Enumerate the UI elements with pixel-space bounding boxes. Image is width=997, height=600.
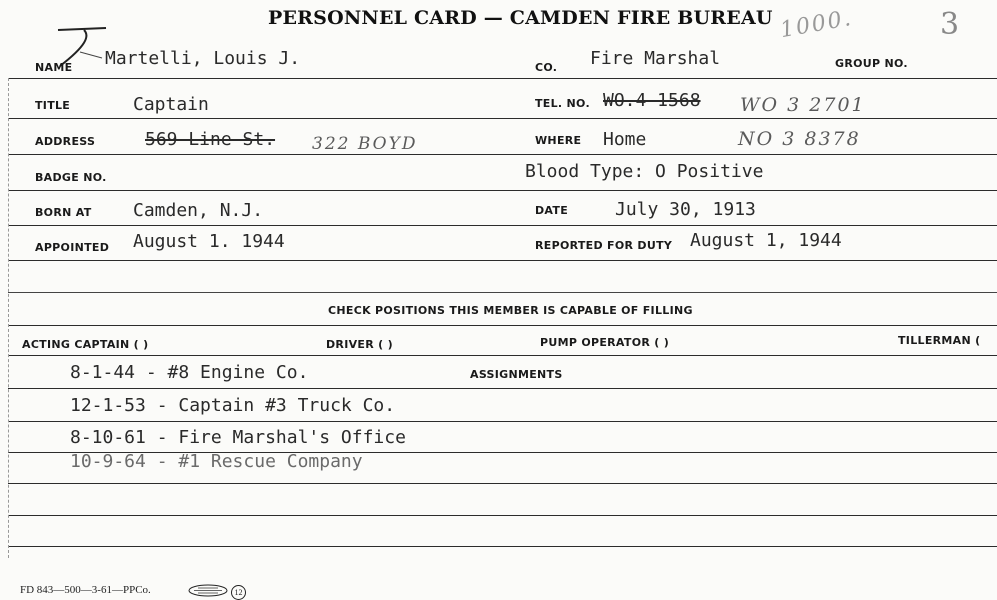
union-label-icon <box>188 584 228 597</box>
group-no-label: GROUP NO. <box>835 57 908 70</box>
driver-label: DRIVER ( ) <box>326 338 393 351</box>
footer-print-code: FD 843—500—3-61—PPCo. <box>20 584 151 596</box>
born-at-label: BORN AT <box>35 206 92 219</box>
tel-value-handwritten: WO 3 2701 <box>740 94 866 116</box>
rule-4 <box>8 190 997 191</box>
rule-3 <box>8 154 997 155</box>
name-label: NAME <box>35 61 73 74</box>
assignment-entry-3: 8-10-61 - Fire Marshal's Office <box>70 427 406 448</box>
tel-label: TEL. NO. <box>535 97 590 110</box>
rule-7 <box>8 292 997 293</box>
corner-number: 3 <box>940 7 962 42</box>
rule-15 <box>8 546 997 547</box>
badge-label: BADGE NO. <box>35 171 107 184</box>
where-value-handwritten: NO 3 8378 <box>738 128 861 150</box>
card-title: PERSONNEL CARD — CAMDEN FIRE BUREAU <box>268 7 773 29</box>
title-value: Captain <box>133 94 209 115</box>
born-at-value: Camden, N.J. <box>133 200 264 221</box>
where-label: WHERE <box>535 134 582 147</box>
blood-type: Blood Type: O Positive <box>525 161 764 182</box>
assignment-entry-2: 12-1-53 - Captain #3 Truck Co. <box>70 395 396 416</box>
rule-11 <box>8 421 997 422</box>
reported-value: August 1, 1944 <box>690 230 842 251</box>
address-label: ADDRESS <box>35 135 96 148</box>
positions-heading: CHECK POSITIONS THIS MEMBER IS CAPABLE OF FILLING <box>328 304 693 317</box>
co-label: CO. <box>535 61 558 74</box>
title-label: TITLE <box>35 99 71 112</box>
rule-12 <box>8 452 997 453</box>
date-label: DATE <box>535 204 569 217</box>
pump-operator-label: PUMP OPERATOR ( ) <box>540 336 670 349</box>
rule-6 <box>8 260 997 261</box>
rule-5 <box>8 225 997 226</box>
tel-value-struck: WO.4-1568 <box>603 90 701 111</box>
rule-1 <box>8 78 997 79</box>
rule-13 <box>8 483 997 484</box>
margin-line <box>8 78 9 558</box>
rule-8 <box>8 325 997 326</box>
reported-label: REPORTED FOR DUTY <box>535 239 673 252</box>
name-value: Martelli, Louis J. <box>105 48 301 69</box>
appointed-value: August 1. 1944 <box>133 231 285 252</box>
assignments-label: ASSIGNMENTS <box>470 368 563 381</box>
corner-handwriting: 1000. <box>778 5 855 44</box>
acting-captain-label: ACTING CAPTAIN ( ) <box>22 338 149 351</box>
rule-14 <box>8 515 997 516</box>
rule-9 <box>8 355 997 356</box>
address-value-struck: 569 Line St. <box>145 129 276 150</box>
address-value-handwritten: 322 BOYD <box>312 134 418 154</box>
co-value: Fire Marshal <box>590 48 721 69</box>
footer-union-number: 12 <box>231 585 246 600</box>
appointed-label: APPOINTED <box>35 241 110 254</box>
where-value: Home <box>603 129 647 150</box>
tillerman-label: TILLERMAN ( <box>898 334 981 347</box>
assignment-entry-4: 10-9-64 - #1 Rescue Company <box>70 451 363 472</box>
assignment-entry-1: 8-1-44 - #8 Engine Co. <box>70 362 309 383</box>
rule-10 <box>8 388 997 389</box>
rule-2 <box>8 118 997 119</box>
date-value: July 30, 1913 <box>615 199 756 220</box>
